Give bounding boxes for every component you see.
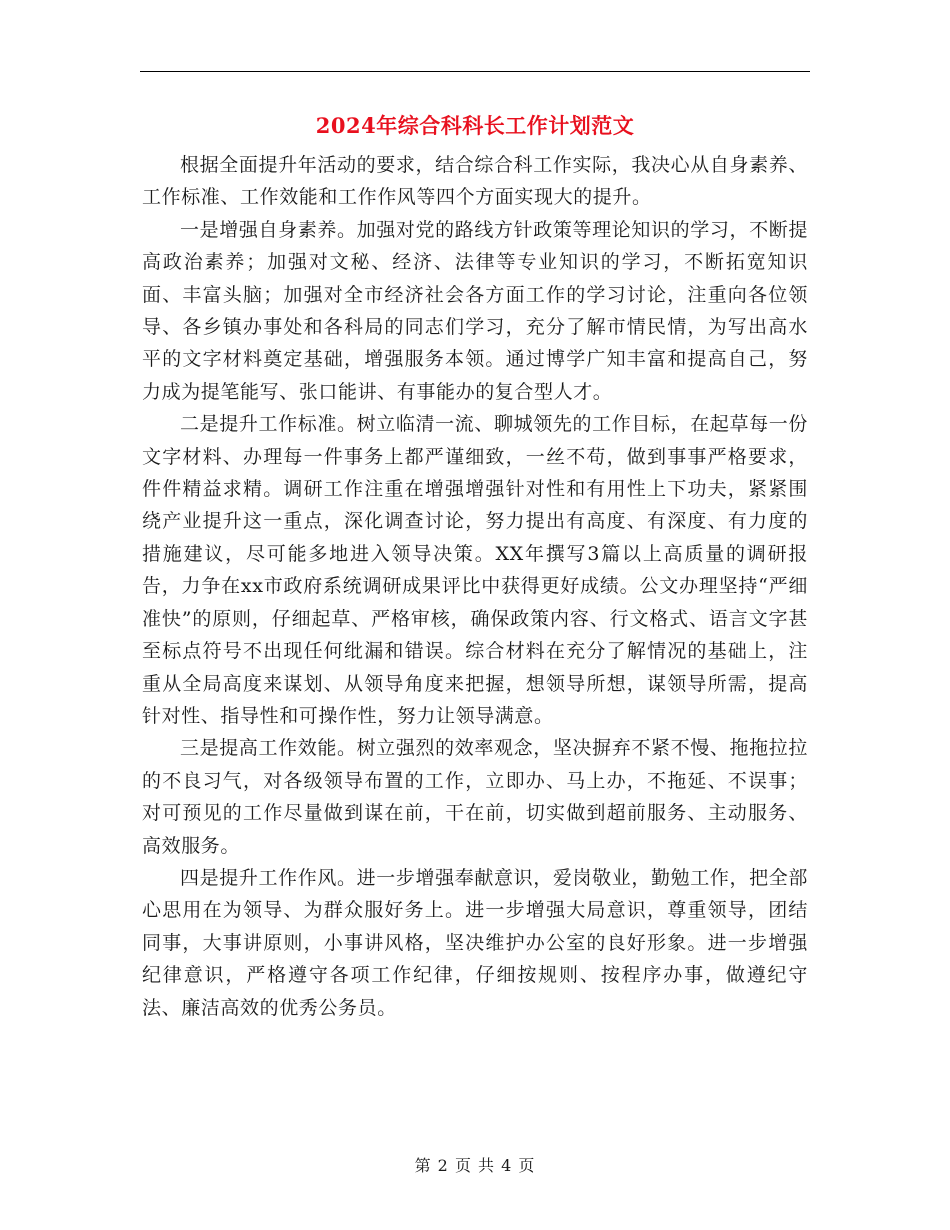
document-title: 2024年综合科科长工作计划范文 xyxy=(315,113,635,138)
paragraph-work-efficiency: 三是提高工作效能。树立强烈的效率观念，坚决摒弃不紧不慢、拖拖拉拉的不良习气，对各级领导布置的工作，立即办、马上办，不拖延、不误事；对可预见的工作尽量做到谋在前，干在前，切实做到超前服务、主动服务、高效服务。 xyxy=(142,737,808,857)
paragraph-work-standard: 二是提升工作标准。树立临清一流、聊城领先的工作目标，在起草每一份文字材料、办理每一件事务上都严谨细致，一丝不苟，做到事事严格要求，件件精益求精。调研工作注重在增强增强针对性和有用性上下功夫，紧紧围绕产业提升这一重点，深化调查讨论，努力提出有高度、有深度、有力度的措施建议，尽可能多地进入领导决策。XX年撰写3篇以上高质量的调研报告，力争在xx市政府系统调研成果评比中获得更好成绩。公文办理坚持“严细准快”的原则，仔细起草、严格审核，确保政策内容、行文格式、语言文字甚至标点符号不出现任何纰漏和错误。综合材料在充分了解情况的基础上，注重从全局高度来谋划、从领导角度来把握，想领导所想，谋领导所需，提高针对性、指导性和可操作性，努力让领导满意。 xyxy=(142,413,808,727)
document-body xyxy=(142,149,808,1024)
header-rule xyxy=(140,71,810,72)
paragraph-intro: 根据全面提升年活动的要求，结合综合科工作实际，我决心从自身素养、工作标准、工作效能和工作作风等四个方面实现大的提升。 xyxy=(142,154,808,209)
paragraph-work-style: 四是提升工作作风。进一步增强奉献意识，爱岗敬业，勤勉工作，把全部心思用在为领导、为群众服好务上。进一步增强大局意识，尊重领导，团结同事，大事讲原则，小事讲风格，坚决维护办公室的良好形象。进一步增强纪律意识，严格遵守各项工作纪律，仔细按规则、按程序办事，做遵纪守法、廉洁高效的优秀公务员。 xyxy=(142,866,808,1019)
page-number: 第 2 页 共 4 页 xyxy=(414,1156,536,1175)
paragraph-self-quality: 一是增强自身素养。加强对党的路线方针政策等理论知识的学习，不断提高政治素养；加强对文秘、经济、法律等专业知识的学习，不断拓宽知识面、丰富头脑；加强对全市经济社会各方面工作的学习讨论，注重向各位领导、各乡镇办事处和各科局的同志们学习，充分了解市情民情，为写出高水平的文字材料奠定基础，增强服务本领。通过博学广知丰富和提高自己，努力成为提笔能写、张口能讲、有事能办的复合型人才。 xyxy=(142,218,808,403)
